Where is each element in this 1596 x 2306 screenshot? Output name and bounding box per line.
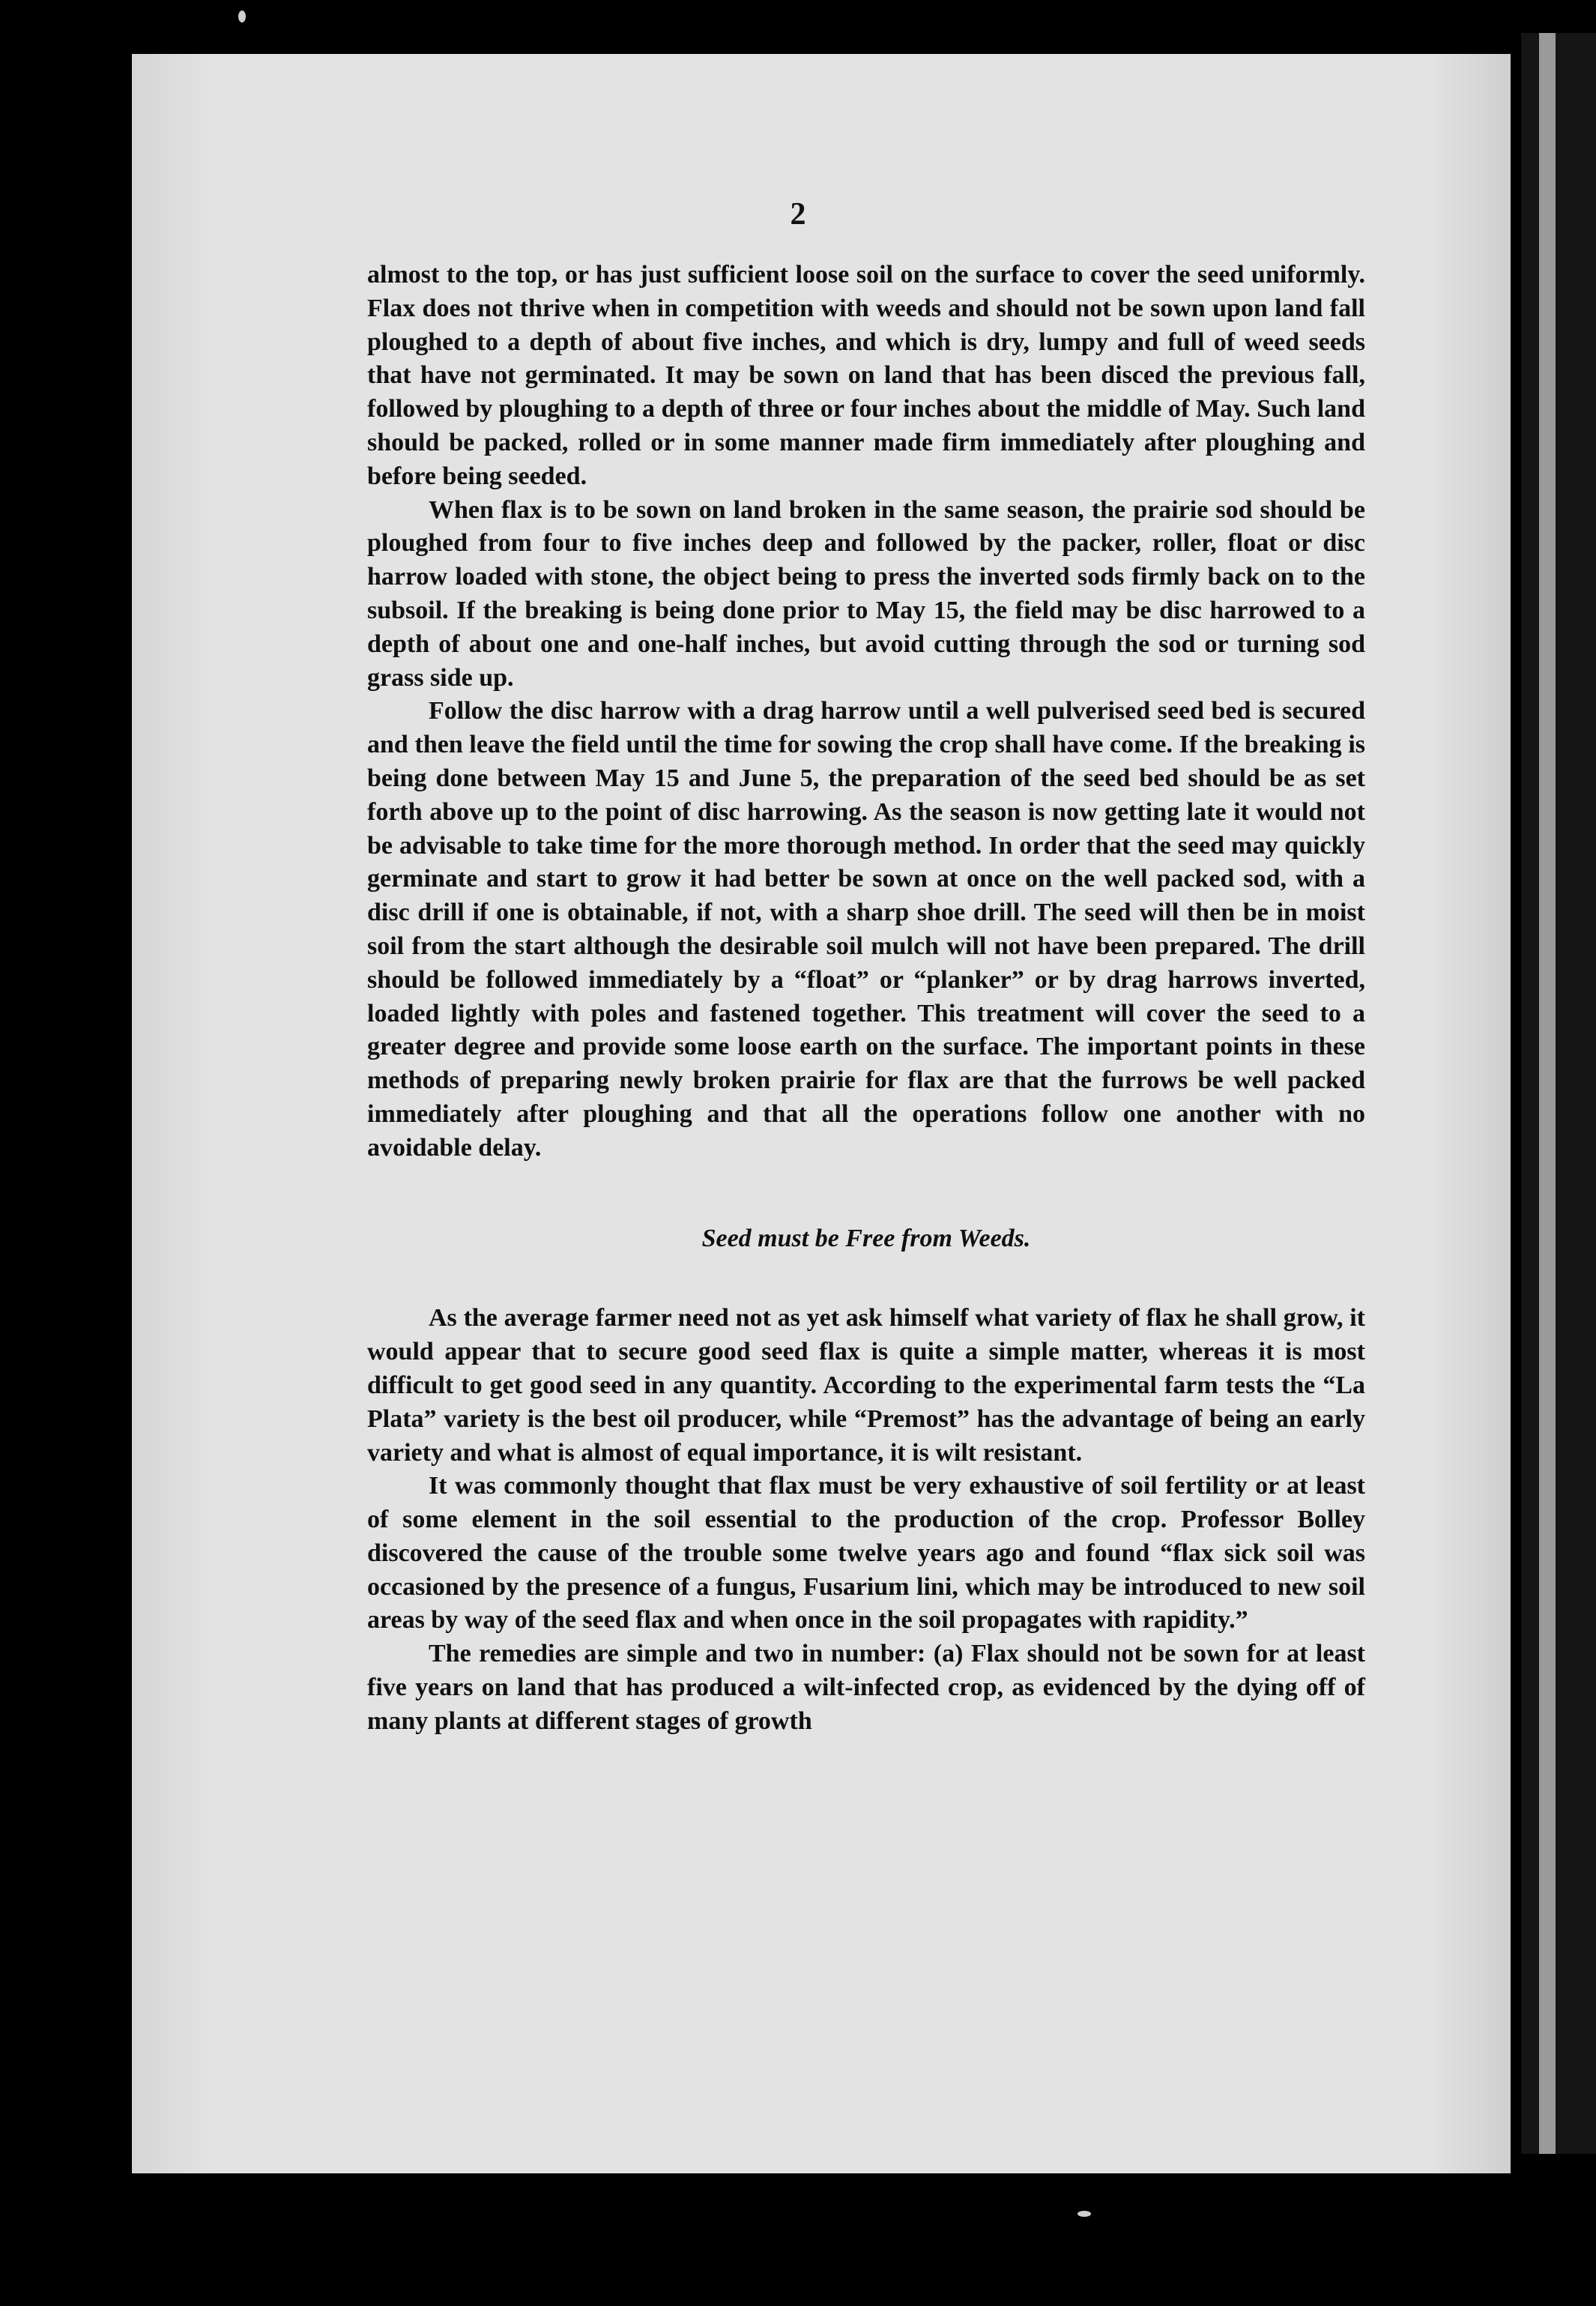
adjacent-page-edge — [1521, 33, 1596, 2154]
paragraph-remedies: The remedies are simple and two in number: (a) Flax should not be sown for at least five years on land that has produced a wilt-infected crop, as evidenced by the dying off of many plants at different stages of growth — [367, 1640, 1365, 1735]
article-body — [367, 259, 1365, 1739]
page-edge-highlight — [1539, 33, 1556, 2154]
scan-speck — [1077, 2211, 1091, 2217]
paragraph-seed-bed: Follow the disc harrow with a drag harrow until a well pulverised seed bed is secured and then leave the field until the time for sowing the crop shall have come. If the breaking is being done between May 15 and June 5, the preparation of the seed bed should be as set forth above up to the point of disc harrowing. As the season is now getting late it would not be advisable to take time for the more thorough method. In order that the seed may quickly germinate and start to grow it had better be sown at once on the well packed sod, with a disc drill if one is obtainable, if not, with a sharp shoe drill. The seed will then be in moist soil from the start although the desirable soil mulch will not have been prepared. The drill should be followed immediately by a “float” or “planker” or by drag harrows inverted, loaded lightly with poles and fastened together. This treatment will cover the seed to a greater degree and provide some loose earth on the surface. The important points in these methods of preparing newly broken prairie for flax are that the furrows be well packed immediately after ploughing and that all the operations follow one another with no avoidable delay. — [367, 697, 1365, 1162]
paragraph-varieties: As the average farmer need not as yet ask himself what variety of flax he shall grow, it would appear that to secure good seed flax is quite a simple matter, whereas it is most difficult to get good seed in any quantity. According to the experimental farm tests the “La Plata” variety is the best oil producer, while “Premost” has the advantage of being an early variety and what is almost of equal importance, it is wilt resistant. — [367, 1304, 1365, 1467]
paragraph-new-breaking: When flax is to be sown on land broken in the same season, the prairie sod should be ploughed from four to five inches deep and followed by the packer, roller, float or disc harrow loaded with stone, the object being to press the inverted sods firmly back on to the subsoil. If the breaking is being done prior to May 15, the field may be disc harrowed to a depth of about one and one-half inches, but avoid cutting through the sod or turning sod grass side up. — [367, 495, 1365, 692]
paragraph-flax-wilt: It was commonly thought that flax must be very exhaustive of soil fertility or at least of some element in the soil essential to the production of the crop. Professor Bolley discovered the cause of the trouble some twelve years ago and found “flax sick soil was occasioned by the presence of a fungus, Fusarium lini, which may be introduced to new soil areas by way of the seed flax and when once in the soil propagates with rapidity.” — [367, 1472, 1365, 1635]
section-heading: Seed must be Free from Weeds. — [701, 1224, 1031, 1252]
paragraph-tillage-fall: almost to the top, or has just sufficient loose soil on the surface to cover the seed uniformly. Flax does not thrive when in competition with weeds and should not be sown upon land fall ploughed to a depth of about five inches, and which is dry, lumpy and full of weed seeds that have not germinated. It may be sown on land that has been disced the previous fall, followed by ploughing to a depth of three or four inches about the middle of May. Such land should be packed, rolled or in some manner made firm immediately after ploughing and before being seeded. — [367, 261, 1365, 490]
scan-speck — [238, 10, 246, 22]
page-number: 2 — [790, 197, 806, 232]
